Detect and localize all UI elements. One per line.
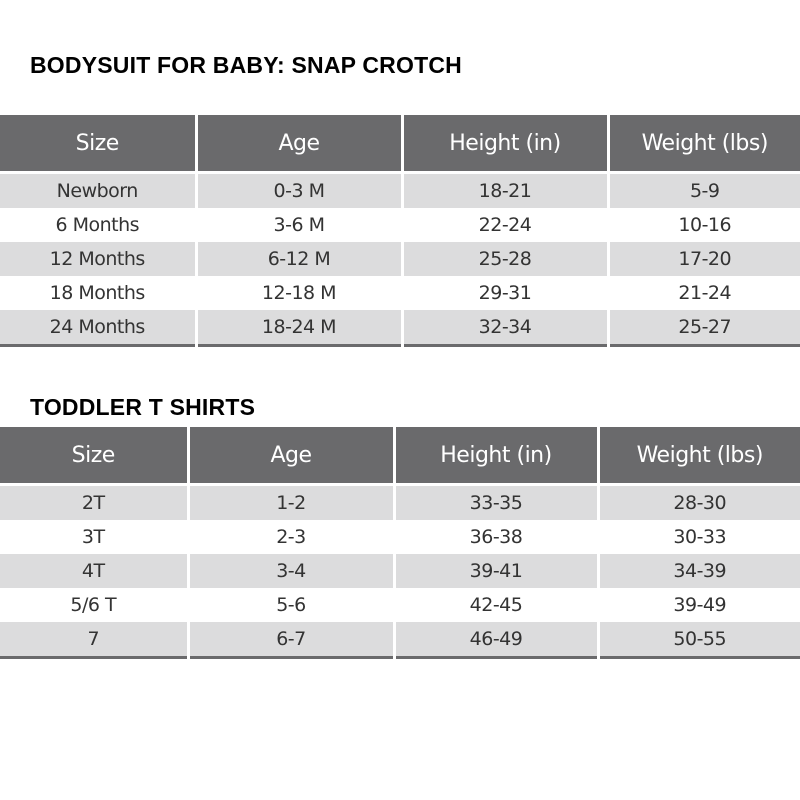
table-header-row	[0, 115, 800, 173]
cell-size: 18 Months	[0, 276, 196, 310]
header-weight: Weight (lbs)	[598, 427, 800, 485]
cell-height: 42-45	[394, 588, 598, 622]
table-row	[0, 208, 800, 242]
cell-age: 6-12 M	[196, 242, 402, 276]
cell-height: 33-35	[394, 485, 598, 521]
cell-age: 5-6	[188, 588, 394, 622]
cell-size: 12 Months	[0, 242, 196, 276]
cell-height: 18-21	[402, 173, 608, 209]
cell-age: 18-24 M	[196, 310, 402, 346]
table-row	[0, 276, 800, 310]
table-row	[0, 622, 800, 658]
cell-age: 12-18 M	[196, 276, 402, 310]
cell-height: 22-24	[402, 208, 608, 242]
table-row	[0, 485, 800, 521]
cell-age: 0-3 M	[196, 173, 402, 209]
cell-height: 25-28	[402, 242, 608, 276]
cell-weight: 5-9	[608, 173, 800, 209]
bodysuit-size-table	[0, 115, 800, 347]
cell-weight: 10-16	[608, 208, 800, 242]
toddler-title: TODDLER T SHIRTS	[30, 394, 256, 420]
cell-height: 39-41	[394, 554, 598, 588]
header-age: Age	[196, 115, 402, 173]
cell-age: 6-7	[188, 622, 394, 658]
cell-weight: 50-55	[598, 622, 800, 658]
cell-size: 5/6 T	[0, 588, 188, 622]
cell-size: 4T	[0, 554, 188, 588]
cell-height: 36-38	[394, 520, 598, 554]
cell-weight: 34-39	[598, 554, 800, 588]
table-header-row	[0, 427, 800, 485]
header-size: Size	[0, 427, 188, 485]
table-row	[0, 310, 800, 346]
cell-height: 32-34	[402, 310, 608, 346]
bodysuit-title: BODYSUIT FOR BABY: SNAP CROTCH	[30, 52, 462, 78]
cell-age: 3-6 M	[196, 208, 402, 242]
cell-age: 2-3	[188, 520, 394, 554]
header-size: Size	[0, 115, 196, 173]
cell-weight: 28-30	[598, 485, 800, 521]
header-height: Height (in)	[394, 427, 598, 485]
cell-weight: 25-27	[608, 310, 800, 346]
cell-weight: 17-20	[608, 242, 800, 276]
table-row	[0, 173, 800, 209]
cell-weight: 39-49	[598, 588, 800, 622]
cell-size: Newborn	[0, 173, 196, 209]
table-row	[0, 554, 800, 588]
cell-height: 46-49	[394, 622, 598, 658]
cell-size: 6 Months	[0, 208, 196, 242]
header-weight: Weight (lbs)	[608, 115, 800, 173]
cell-weight: 30-33	[598, 520, 800, 554]
toddler-size-table	[0, 427, 800, 659]
cell-size: 7	[0, 622, 188, 658]
table-row	[0, 588, 800, 622]
cell-height: 29-31	[402, 276, 608, 310]
cell-weight: 21-24	[608, 276, 800, 310]
table-row	[0, 520, 800, 554]
cell-size: 3T	[0, 520, 188, 554]
table-row	[0, 242, 800, 276]
cell-size: 24 Months	[0, 310, 196, 346]
cell-size: 2T	[0, 485, 188, 521]
header-age: Age	[188, 427, 394, 485]
header-height: Height (in)	[402, 115, 608, 173]
cell-age: 1-2	[188, 485, 394, 521]
cell-age: 3-4	[188, 554, 394, 588]
